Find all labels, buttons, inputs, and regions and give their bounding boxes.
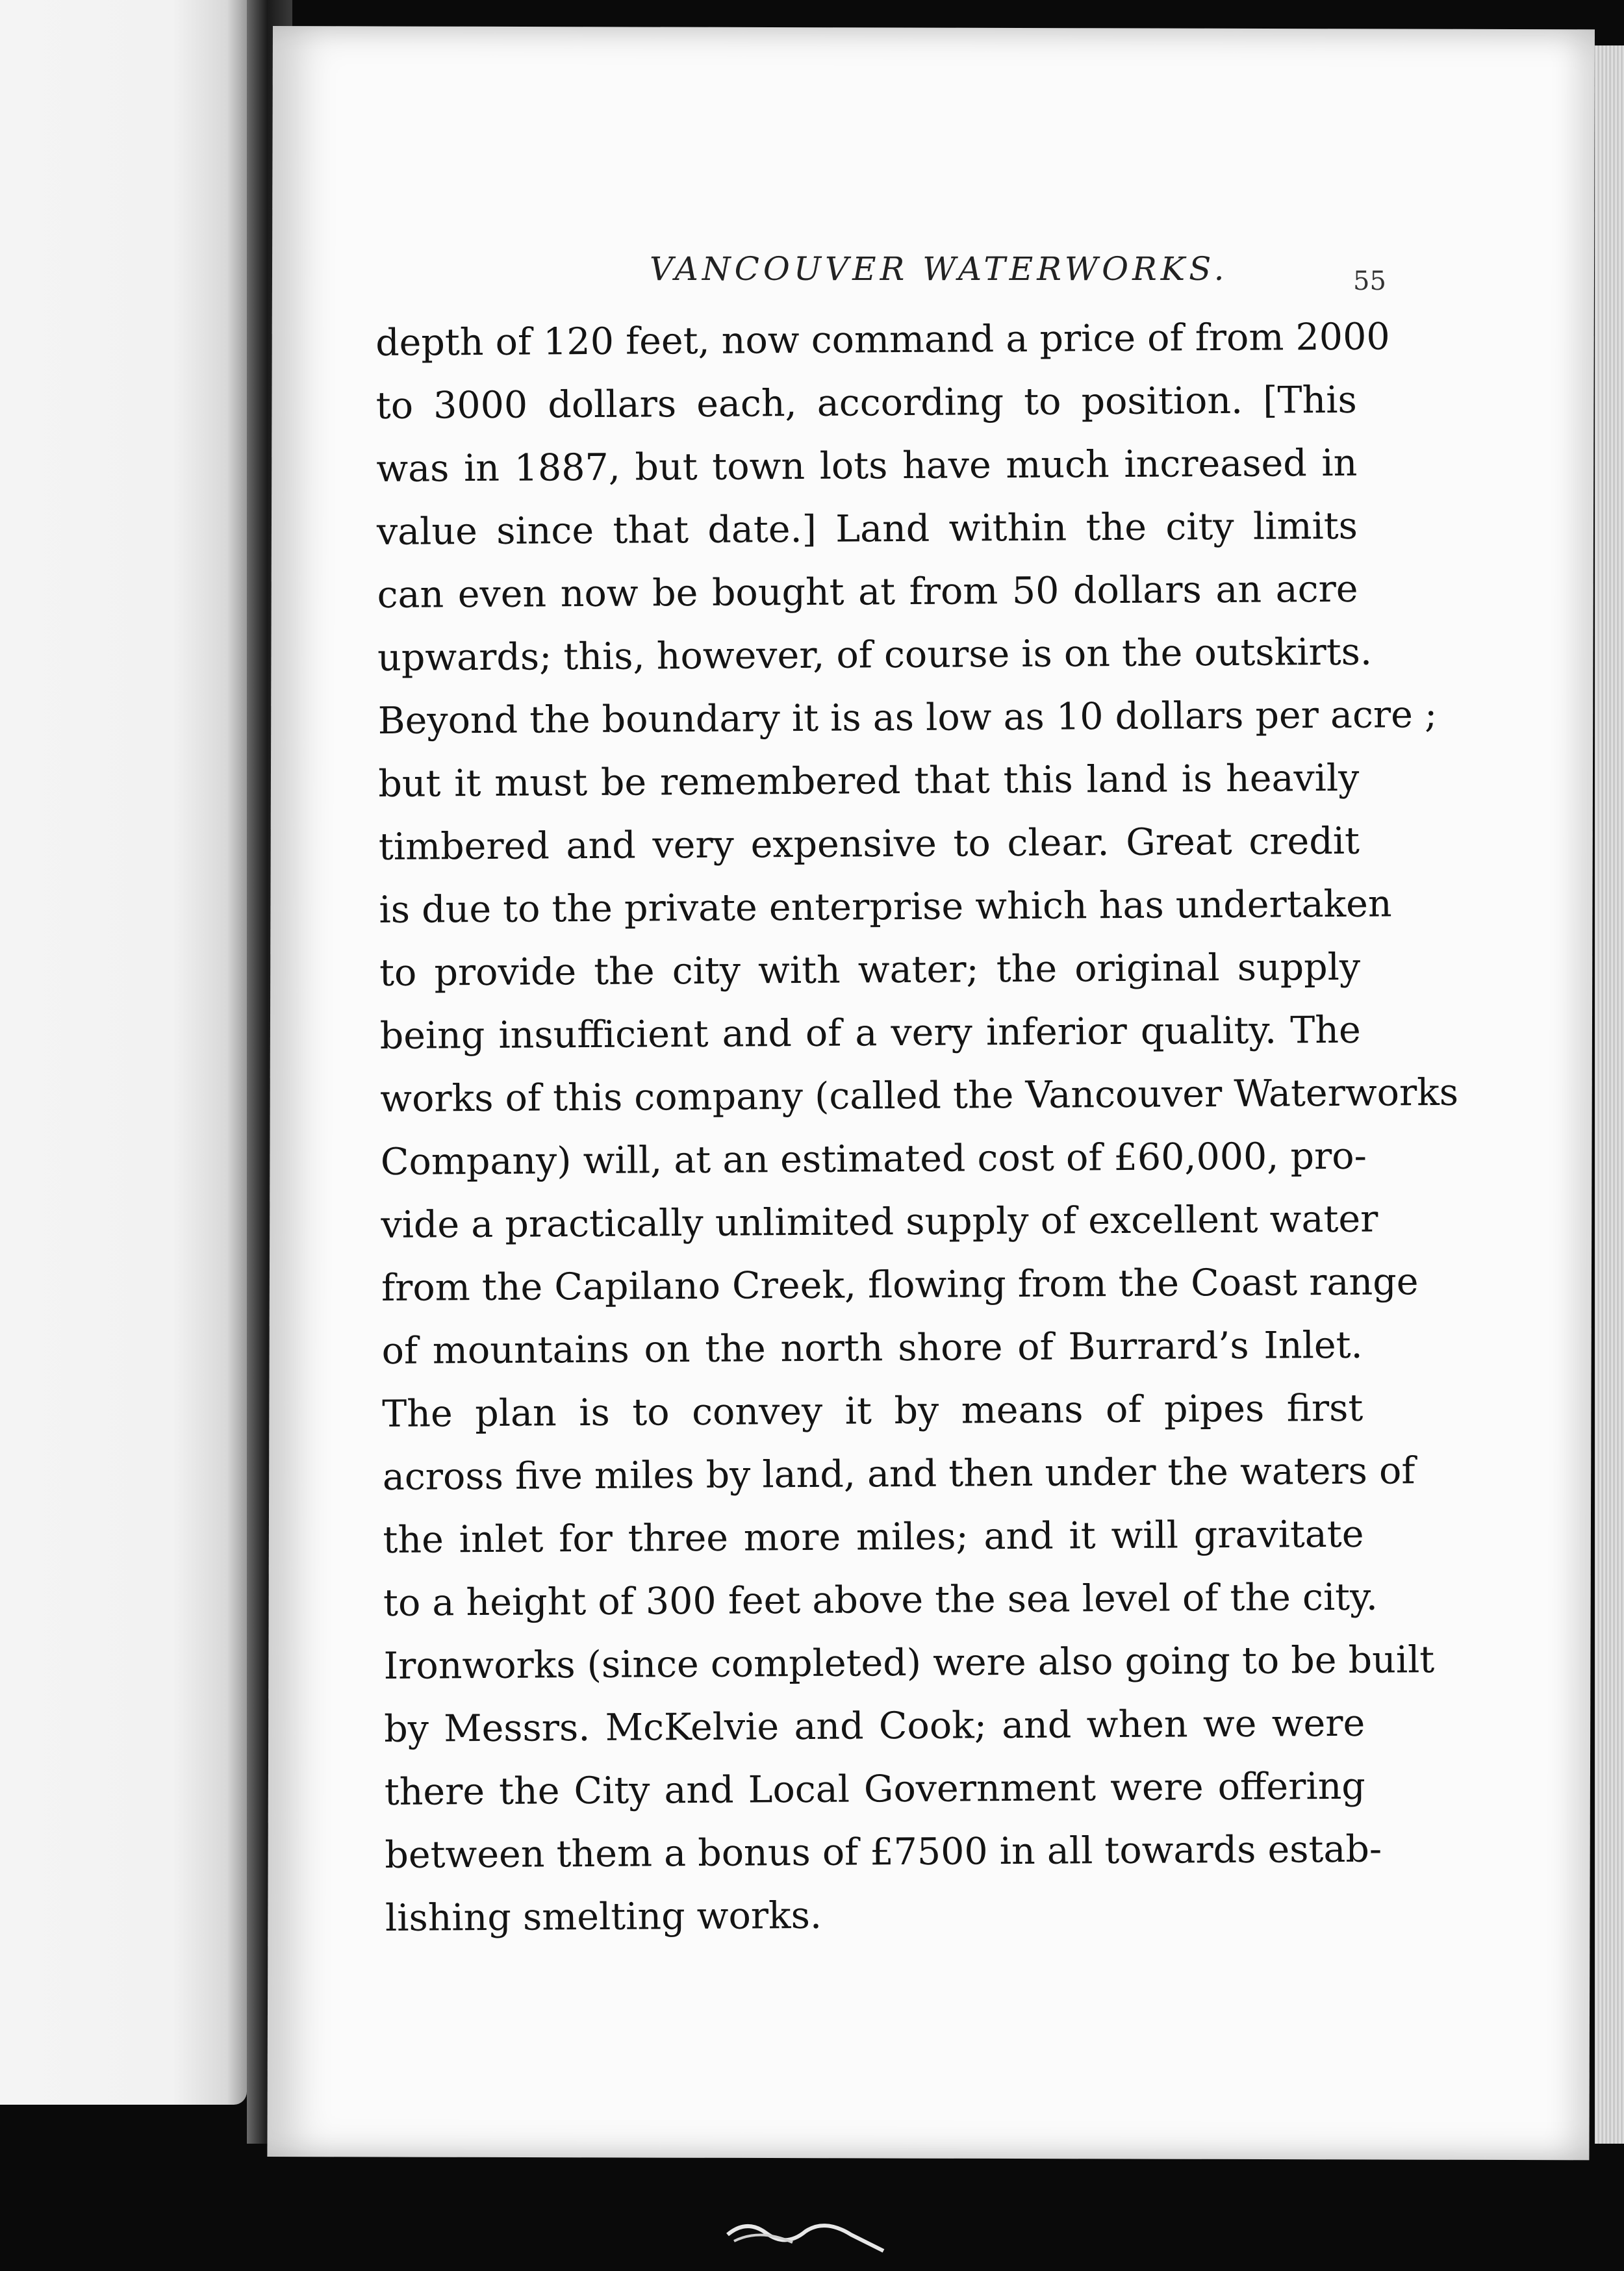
text-line: to provide the city with water; the original supply [379,945,1361,995]
left-page [0,0,247,2105]
text-line: Ironworks (since completed) were also going to be built [383,1638,1435,1688]
text-line: can even now be bought at from 50 dollars an acre [377,567,1358,616]
text-line: of mountains on the north shore of Burrard’s Inlet. [381,1323,1363,1373]
text-line: being insufficient and of a very inferior quality. The [379,1008,1361,1058]
text-line: upwards; this, however, of course is on the outskirts. [377,630,1373,679]
text-line: vide a practically unlimited supply of excellent water [381,1197,1378,1247]
text-line: across five miles by land, and then under the waters of [382,1449,1415,1499]
text-line: works of this company (called the Vancouver Waterworks [380,1071,1459,1121]
page-edges [1595,45,1624,2144]
text-line: is due to the private enterprise which has undertaken [379,882,1392,932]
text-line: to a height of 300 feet above the sea level of the city. [383,1575,1378,1625]
text-line: timbered and very expensive to clear. Great credit [378,819,1360,869]
text-line: depth of 120 feet, now command a price of from 2000 [375,315,1390,364]
text-line: value since that date.] Land within the city limits [376,504,1358,553]
text-line: to 3000 dollars each, according to position. [This [375,378,1357,427]
page-number: 55 [1353,266,1386,296]
running-head: VANCOUVER WATERWORKS. [650,250,1228,288]
scan-artifact-icon [721,2215,890,2254]
text-line: Beyond the boundary it is as low as 10 dollars per acre ; [377,693,1438,742]
body-text [375,315,1459,1985]
text-line: but it must be remembered that this land is heavily [378,756,1360,806]
text-line: Company) will, at an estimated cost of £60,000, pro- [380,1134,1367,1184]
text-line: between them a bonus of £7500 in all towards estab- [385,1827,1382,1877]
text-line: the inlet for three more miles; and it will gravitate [383,1512,1364,1562]
text-line: was in 1887, but town lots have much increased in [376,441,1358,490]
text-line: there the City and Local Government were offering [384,1764,1366,1814]
text-line: The plan is to convey it by means of pipes first [382,1386,1364,1436]
text-line: lishing smelting works. [385,1894,822,1940]
text-line: by Messrs. McKelvie and Cook; and when we were [384,1701,1365,1751]
text-line: from the Capilano Creek, flowing from the Coast range [381,1260,1419,1310]
